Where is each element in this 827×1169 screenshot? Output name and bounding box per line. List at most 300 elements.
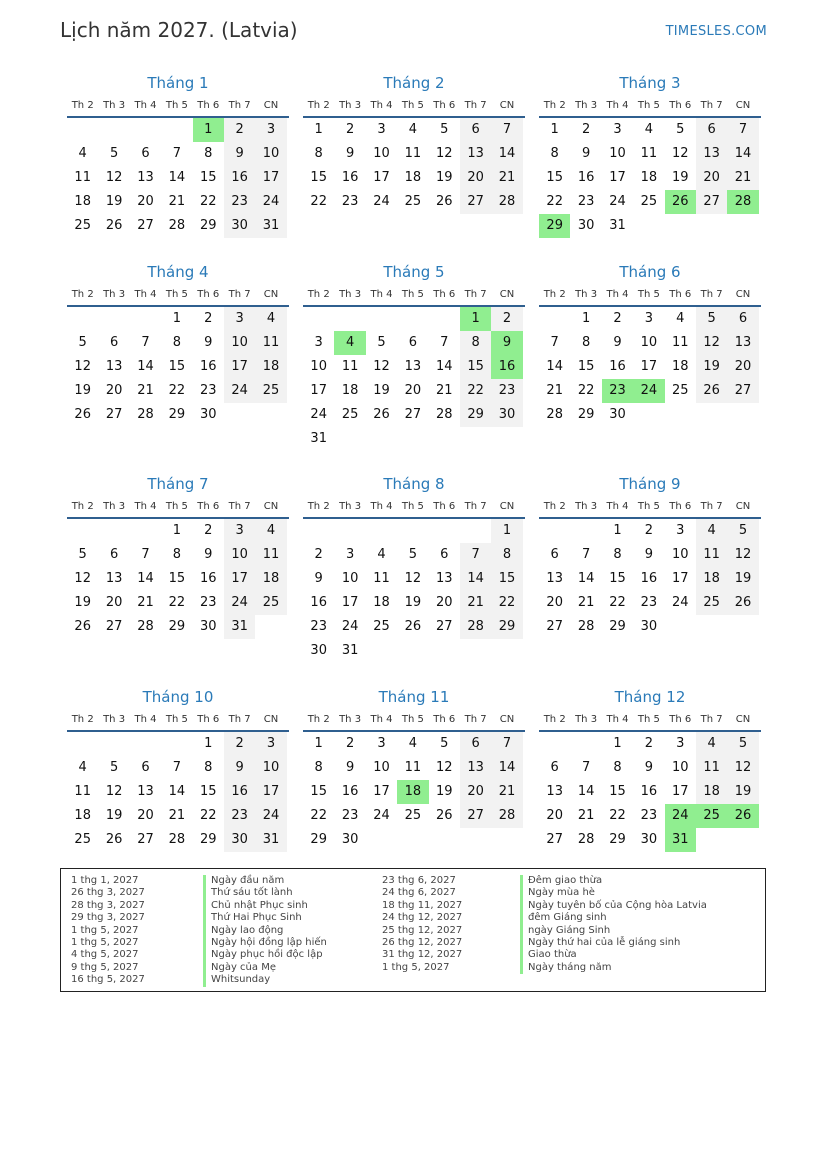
weekday-label: Th 7 xyxy=(700,99,723,111)
day-cell: 20 xyxy=(137,808,154,823)
day-cell: 12 xyxy=(105,784,123,799)
day-cell: 28 xyxy=(491,804,522,828)
weekday-label: Th 2 xyxy=(307,99,330,111)
day-cell: 28 xyxy=(491,190,522,214)
day-cell: 6 xyxy=(550,760,559,775)
day-cell: 7 xyxy=(141,547,150,562)
month-name: Tháng 9 xyxy=(619,475,681,493)
day-cell: 27 xyxy=(137,218,154,233)
empty-cell xyxy=(429,307,460,331)
empty-cell xyxy=(98,307,129,331)
day-cell: 5 xyxy=(78,547,87,562)
weekday-label: Th 4 xyxy=(134,99,157,111)
day-cell: 28 xyxy=(577,832,595,847)
day-cell: 24 xyxy=(224,591,255,615)
weekday-label: Th 3 xyxy=(103,288,126,300)
day-cell: 22 xyxy=(310,194,327,209)
empty-cell xyxy=(570,732,601,756)
day-cell: 3 xyxy=(255,118,286,142)
day-cell: 13 xyxy=(105,359,123,374)
day-cell: 7 xyxy=(172,146,181,161)
day-cell: 31 xyxy=(255,214,286,238)
day-cell: 6 xyxy=(460,732,491,756)
day-cell: 19 xyxy=(105,808,123,823)
month-name: Tháng 6 xyxy=(619,263,681,281)
weekday-label: Th 6 xyxy=(669,500,692,512)
empty-cell xyxy=(303,519,334,543)
day-cell: 23 xyxy=(640,595,658,610)
month-block xyxy=(67,686,289,852)
day-cell: 31 xyxy=(224,615,255,639)
day-cell: 2 xyxy=(491,307,522,331)
day-cell: 10 xyxy=(224,543,255,567)
month-block xyxy=(303,72,525,214)
weekday-label: CN xyxy=(735,99,751,111)
holiday-day-cell: 16 xyxy=(491,355,522,379)
day-cell: 29 xyxy=(609,832,626,847)
legend-holiday-date: 31 thg 12, 2027 xyxy=(382,949,463,961)
day-cell: 30 xyxy=(224,214,255,238)
empty-cell xyxy=(98,118,129,142)
day-cell: 15 xyxy=(199,170,217,185)
day-cell: 17 xyxy=(255,780,286,804)
day-cell: 16 xyxy=(577,170,595,185)
day-cell: 1 xyxy=(550,122,559,137)
month-block xyxy=(539,261,761,427)
empty-cell xyxy=(67,307,98,331)
day-cell: 14 xyxy=(460,567,491,591)
day-cell: 1 xyxy=(204,736,213,751)
empty-cell xyxy=(366,307,397,331)
month-block xyxy=(67,261,289,427)
day-cell: 23 xyxy=(640,808,658,823)
weekday-label: Th 7 xyxy=(228,288,251,300)
day-cell: 25 xyxy=(74,832,91,847)
day-cell: 21 xyxy=(546,383,563,398)
month-block xyxy=(303,686,525,852)
day-cell: 19 xyxy=(727,567,758,591)
empty-cell xyxy=(366,519,397,543)
holiday-day-cell: 9 xyxy=(491,331,522,355)
weekday-label: CN xyxy=(263,713,279,725)
day-cell: 9 xyxy=(314,571,323,586)
weekday-header xyxy=(539,283,761,307)
day-cell: 4 xyxy=(696,732,727,756)
day-cell: 31 xyxy=(310,431,327,446)
weekday-label: Th 5 xyxy=(401,500,424,512)
day-cell: 30 xyxy=(609,407,626,422)
weekday-label: Th 6 xyxy=(433,288,456,300)
day-cell: 9 xyxy=(644,547,653,562)
day-cell: 27 xyxy=(137,832,154,847)
month-name: Tháng 2 xyxy=(383,74,445,92)
day-cell: 5 xyxy=(408,547,417,562)
day-cell: 29 xyxy=(168,407,186,422)
legend-holiday-name: Thứ Hai Phục Sinh xyxy=(203,912,327,924)
day-cell: 9 xyxy=(204,547,213,562)
weekday-label: Th 7 xyxy=(700,713,723,725)
day-cell: 7 xyxy=(581,547,591,562)
day-cell: 26 xyxy=(105,832,123,847)
day-cell: 7 xyxy=(440,335,449,350)
day-cell: 13 xyxy=(404,359,422,374)
day-cell: 21 xyxy=(137,383,154,398)
day-cell: 14 xyxy=(577,784,595,799)
weekday-label: Th 6 xyxy=(433,99,456,111)
day-cell: 11 xyxy=(404,146,422,161)
day-cell: 24 xyxy=(224,379,255,403)
day-cell: 17 xyxy=(373,170,390,185)
legend-holiday-name: Thứ sáu tốt lành xyxy=(203,887,327,899)
legend-holiday-name: Ngày hội đồng lập hiến xyxy=(203,937,327,949)
day-cell: 29 xyxy=(199,218,217,233)
day-cell: 16 xyxy=(224,166,255,190)
day-cell: 6 xyxy=(727,307,758,331)
day-cell: 8 xyxy=(550,146,559,161)
weekday-label: Th 5 xyxy=(637,99,660,111)
day-cell: 25 xyxy=(404,194,422,209)
day-cell: 10 xyxy=(341,571,359,586)
day-cell: 29 xyxy=(310,832,327,847)
day-cell: 31 xyxy=(341,643,359,658)
weekday-label: Th 2 xyxy=(543,288,566,300)
day-cell: 1 xyxy=(314,122,323,137)
day-cell: 13 xyxy=(137,784,154,799)
day-cell: 19 xyxy=(404,595,422,610)
day-cell: 19 xyxy=(74,595,91,610)
weekday-header xyxy=(303,708,525,732)
weekday-label: CN xyxy=(499,288,515,300)
day-cell: 21 xyxy=(137,595,154,610)
day-cell: 16 xyxy=(224,780,255,804)
legend-holiday-name: Giao thừa xyxy=(520,949,707,961)
day-cell: 16 xyxy=(199,359,217,374)
month-name: Tháng 5 xyxy=(383,263,445,281)
holiday-day-cell: 23 xyxy=(602,379,633,403)
day-cell: 3 xyxy=(613,122,622,137)
weekday-label: Th 2 xyxy=(543,500,566,512)
day-cell: 8 xyxy=(204,760,213,775)
day-cell: 2 xyxy=(345,736,355,751)
weekday-label: Th 2 xyxy=(71,99,94,111)
weekday-label: Th 4 xyxy=(134,288,157,300)
weekday-label: Th 3 xyxy=(339,500,362,512)
day-cell: 18 xyxy=(74,808,91,823)
day-cell: 7 xyxy=(460,543,491,567)
day-cell: 24 xyxy=(341,619,359,634)
day-cell: 17 xyxy=(609,170,626,185)
day-cell: 11 xyxy=(74,784,91,799)
day-cell: 10 xyxy=(671,760,689,775)
day-cell: 18 xyxy=(696,567,727,591)
weekday-label: Th 4 xyxy=(370,99,393,111)
month-name: Tháng 8 xyxy=(383,475,445,493)
day-cell: 5 xyxy=(377,335,386,350)
day-cell: 10 xyxy=(671,547,689,562)
day-cell: 14 xyxy=(491,756,522,780)
day-cell: 24 xyxy=(671,595,689,610)
day-cell: 25 xyxy=(373,619,390,634)
day-grid xyxy=(539,519,761,639)
holiday-day-cell: 18 xyxy=(397,780,428,804)
day-cell: 2 xyxy=(204,311,213,326)
empty-cell xyxy=(98,732,129,756)
day-cell: 3 xyxy=(224,307,255,331)
day-cell: 13 xyxy=(546,784,563,799)
empty-cell xyxy=(130,307,161,331)
day-cell: 3 xyxy=(224,519,255,543)
day-cell: 5 xyxy=(696,307,727,331)
weekday-label: Th 6 xyxy=(197,713,220,725)
weekday-label: CN xyxy=(263,288,279,300)
day-cell: 14 xyxy=(137,571,154,586)
empty-cell xyxy=(161,732,192,756)
day-cell: 15 xyxy=(310,784,327,799)
holiday-day-cell: 4 xyxy=(334,331,365,355)
legend-holiday-name: Ngày lao động xyxy=(203,925,327,937)
day-cell: 15 xyxy=(199,784,217,799)
day-cell: 12 xyxy=(435,146,453,161)
day-cell: 21 xyxy=(168,194,186,209)
day-cell: 23 xyxy=(310,619,327,634)
day-cell: 19 xyxy=(373,383,390,398)
weekday-label: Th 2 xyxy=(307,713,330,725)
day-cell: 17 xyxy=(224,355,255,379)
day-cell: 2 xyxy=(224,732,255,756)
day-cell: 25 xyxy=(74,218,91,233)
empty-cell xyxy=(429,519,460,543)
day-cell: 7 xyxy=(727,118,758,142)
day-cell: 8 xyxy=(460,331,491,355)
day-cell: 7 xyxy=(491,118,522,142)
day-cell: 19 xyxy=(74,383,91,398)
day-cell: 3 xyxy=(377,122,386,137)
day-cell: 25 xyxy=(404,808,422,823)
weekday-label: Th 2 xyxy=(543,99,566,111)
day-cell: 26 xyxy=(74,407,91,422)
day-cell: 23 xyxy=(224,804,255,828)
day-cell: 31 xyxy=(609,218,626,233)
day-cell: 6 xyxy=(109,547,119,562)
legend-holiday-name: Ngày tuyên bố của Cộng hòa Latvia xyxy=(520,900,707,912)
weekday-label: Th 3 xyxy=(575,288,598,300)
holiday-day-cell: 28 xyxy=(727,190,758,214)
weekday-label: Th 4 xyxy=(606,99,629,111)
day-cell: 10 xyxy=(373,760,390,775)
weekday-header xyxy=(539,495,761,519)
weekday-label: CN xyxy=(263,99,279,111)
day-cell: 5 xyxy=(727,519,758,543)
day-cell: 20 xyxy=(460,780,491,804)
day-cell: 20 xyxy=(460,166,491,190)
day-cell: 14 xyxy=(577,571,595,586)
day-cell: 27 xyxy=(546,619,563,634)
day-cell: 8 xyxy=(314,760,323,775)
month-block xyxy=(303,473,525,663)
day-cell: 18 xyxy=(255,567,286,591)
day-cell: 28 xyxy=(168,832,186,847)
empty-cell xyxy=(539,732,570,756)
legend-holiday-name: Ngày thứ hai của lễ giáng sinh xyxy=(520,937,707,949)
day-cell: 13 xyxy=(435,571,453,586)
day-cell: 8 xyxy=(581,335,591,350)
month-name: Tháng 4 xyxy=(147,263,209,281)
empty-cell xyxy=(397,307,428,331)
weekday-label: CN xyxy=(499,99,515,111)
empty-cell xyxy=(130,519,161,543)
holiday-day-cell: 29 xyxy=(539,214,570,238)
weekday-label: Th 6 xyxy=(669,99,692,111)
legend-holiday-date: 4 thg 5, 2027 xyxy=(71,949,139,961)
weekday-label: CN xyxy=(735,500,751,512)
weekday-label: Th 7 xyxy=(228,500,251,512)
day-cell: 8 xyxy=(491,543,522,567)
day-cell: 3 xyxy=(377,736,386,751)
day-cell: 27 xyxy=(404,407,422,422)
day-grid xyxy=(303,519,525,663)
day-cell: 5 xyxy=(109,146,119,161)
day-cell: 2 xyxy=(314,547,323,562)
day-cell: 11 xyxy=(255,543,286,567)
day-cell: 25 xyxy=(255,591,286,615)
day-cell: 18 xyxy=(74,194,91,209)
weekday-label: Th 6 xyxy=(197,500,220,512)
empty-cell xyxy=(67,118,98,142)
legend-dates-col-2 xyxy=(382,875,462,974)
weekday-label: Th 7 xyxy=(228,713,251,725)
day-cell: 4 xyxy=(696,519,727,543)
day-cell: 23 xyxy=(577,194,595,209)
day-cell: 13 xyxy=(137,170,154,185)
day-cell: 9 xyxy=(345,760,355,775)
day-cell: 20 xyxy=(727,355,758,379)
day-cell: 28 xyxy=(460,615,491,639)
day-cell: 6 xyxy=(460,118,491,142)
day-cell: 15 xyxy=(460,355,491,379)
weekday-label: Th 3 xyxy=(575,99,598,111)
day-cell: 3 xyxy=(345,547,355,562)
day-cell: 19 xyxy=(435,784,453,799)
day-cell: 5 xyxy=(109,760,119,775)
day-cell: 13 xyxy=(460,142,491,166)
empty-cell xyxy=(98,519,129,543)
day-cell: 22 xyxy=(168,595,186,610)
day-grid xyxy=(303,118,525,214)
weekday-label: Th 5 xyxy=(401,713,424,725)
day-cell: 8 xyxy=(613,760,622,775)
day-cell: 29 xyxy=(168,619,186,634)
weekday-label: Th 7 xyxy=(464,99,487,111)
empty-cell xyxy=(460,519,491,543)
day-cell: 8 xyxy=(172,335,181,350)
day-cell: 15 xyxy=(609,571,626,586)
day-cell: 22 xyxy=(168,383,186,398)
day-cell: 20 xyxy=(546,808,563,823)
day-cell: 16 xyxy=(341,170,359,185)
day-cell: 22 xyxy=(199,194,217,209)
day-cell: 4 xyxy=(408,122,417,137)
day-cell: 20 xyxy=(696,166,727,190)
day-cell: 5 xyxy=(727,732,758,756)
day-cell: 21 xyxy=(460,591,491,615)
holiday-day-cell: 1 xyxy=(193,118,224,142)
day-cell: 26 xyxy=(404,619,422,634)
day-cell: 13 xyxy=(105,571,123,586)
month-block xyxy=(67,72,289,238)
day-cell: 19 xyxy=(727,780,758,804)
day-cell: 18 xyxy=(255,355,286,379)
day-cell: 12 xyxy=(74,571,91,586)
empty-cell xyxy=(303,307,334,331)
day-cell: 9 xyxy=(581,146,591,161)
day-cell: 7 xyxy=(550,335,559,350)
day-cell: 2 xyxy=(613,311,622,326)
day-cell: 17 xyxy=(671,571,689,586)
legend-holiday-date: 25 thg 12, 2027 xyxy=(382,924,463,936)
day-cell: 21 xyxy=(491,780,522,804)
day-cell: 23 xyxy=(341,808,359,823)
day-cell: 2 xyxy=(204,523,213,538)
day-cell: 7 xyxy=(172,760,181,775)
weekday-label: CN xyxy=(263,500,279,512)
day-cell: 3 xyxy=(676,736,685,751)
day-cell: 11 xyxy=(696,543,727,567)
site-brand[interactable]: TIMESLES.COM xyxy=(665,24,767,39)
day-cell: 6 xyxy=(141,760,150,775)
month-block xyxy=(539,72,761,238)
day-cell: 18 xyxy=(404,170,422,185)
day-cell: 11 xyxy=(255,331,286,355)
day-cell: 20 xyxy=(546,595,563,610)
legend-holiday-name: Ngày phục hồi độc lập xyxy=(203,949,327,961)
day-cell: 30 xyxy=(491,403,522,427)
legend-holiday-name: đêm Giáng sinh xyxy=(520,912,707,924)
day-cell: 23 xyxy=(491,379,522,403)
day-cell: 10 xyxy=(640,335,658,350)
day-cell: 23 xyxy=(341,194,359,209)
day-cell: 30 xyxy=(577,218,595,233)
weekday-label: Th 7 xyxy=(464,713,487,725)
day-cell: 8 xyxy=(204,146,213,161)
day-cell: 25 xyxy=(640,194,658,209)
day-cell: 6 xyxy=(440,547,449,562)
day-cell: 30 xyxy=(199,407,217,422)
day-cell: 24 xyxy=(609,194,626,209)
day-grid xyxy=(303,732,525,852)
legend-holiday-date: 16 thg 5, 2027 xyxy=(71,974,145,986)
day-cell: 19 xyxy=(105,194,123,209)
weekday-label: Th 5 xyxy=(637,713,660,725)
day-cell: 24 xyxy=(255,804,286,828)
day-cell: 23 xyxy=(224,190,255,214)
empty-cell xyxy=(67,519,98,543)
day-grid xyxy=(303,307,525,451)
day-cell: 30 xyxy=(341,832,359,847)
weekday-label: Th 2 xyxy=(543,713,566,725)
day-grid xyxy=(67,118,289,238)
day-cell: 19 xyxy=(435,170,453,185)
day-cell: 13 xyxy=(727,331,758,355)
day-cell: 22 xyxy=(546,194,563,209)
day-cell: 11 xyxy=(404,760,422,775)
weekday-label: Th 5 xyxy=(165,713,188,725)
day-cell: 3 xyxy=(255,732,286,756)
day-cell: 26 xyxy=(727,591,758,615)
weekday-label: Th 6 xyxy=(669,288,692,300)
month-name: Tháng 3 xyxy=(619,74,681,92)
legend-holiday-date: 1 thg 5, 2027 xyxy=(71,936,139,948)
weekday-label: Th 4 xyxy=(134,500,157,512)
